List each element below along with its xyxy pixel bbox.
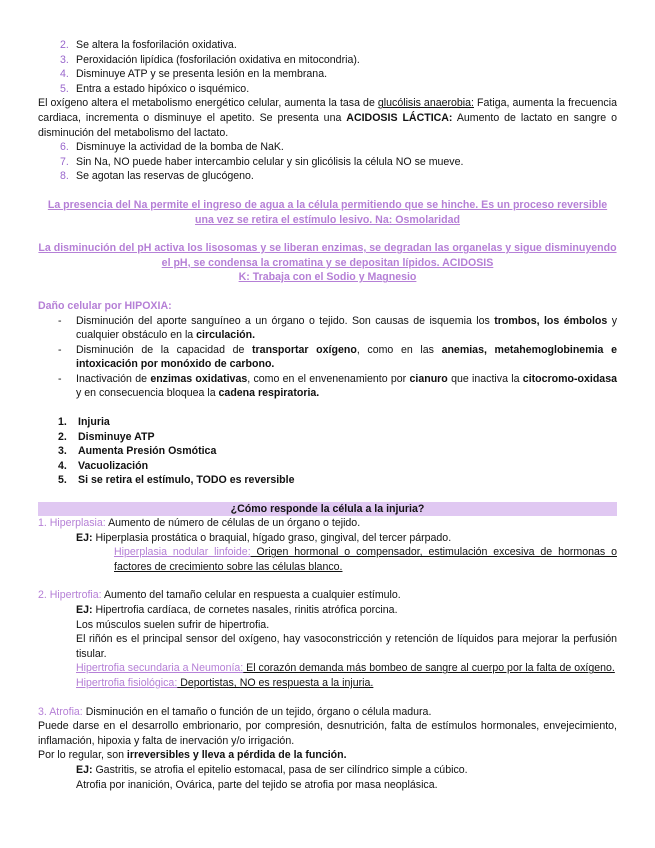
list-item: 5. Entra a estado hipóxico o isquémico. <box>60 82 250 95</box>
hipertrofia-section: 2. Hipertrofia: Aumento del tamaño celular en respuesta a cualquier estímulo. EJ: Hipertrofia cardíaca, de cornetes nasales, rinitis atrófica porcina. Los músculos suelen sufrir de hipertrofia. El riñón es el principal sensor del oxígeno, hay vasoconstricción y retención de líquidos para mejorar la perfusión tisular. Hipertrofia secundaria a Neumonía: El corazón demanda más bombeo de sangre al cuerpo por la falta de oxígeno. Hipertrofia fisiológica: Deportistas, NO es respuesta a la injuria. <box>38 589 617 689</box>
list-item: - Disminución de la capacidad de transportar oxígeno, como en las anemias, metahemoglobinemia e intoxicación por monóxido de carbono. <box>38 343 617 372</box>
list-item: 2. Disminuye ATP <box>58 430 155 443</box>
list-item: 3. Aumenta Presión Osmótica <box>58 445 217 458</box>
section-banner: ¿Cómo responde la célula a la injuria? <box>38 502 617 516</box>
paragraph-oxigeno: El oxígeno altera el metabolismo energético celular, aumenta la tasa de glucólisis anaerobia: Fatiga, aumenta la frecuencia cardiaca, incrementa o disminuye el apetito. Se presenta una ACIDOSIS LÁCTICA: Aumento de lactato en sangre o disminución del metabolismo del lactato. <box>38 97 617 139</box>
list-item: 4. Vacuolización <box>58 459 149 472</box>
list-item: 2. Se altera la fosforilación oxidativa. <box>60 39 237 51</box>
list-item: 8. Se agotan las reservas de glucógeno. <box>60 170 254 183</box>
hiperplasia-title: 1. Hiperplasia: <box>38 517 106 530</box>
hiperplasia-section: 1. Hiperplasia: Aumento de número de células de un órgano o tejido. EJ: Hiperplasia prostática o braquial, hígado graso, gingival, del tercer párpado. Hiperplasia nodular linfoide: Origen hormonal o compensador, estimulación excesiva de hormonas o factores de crecimiento sobre las células blanco. <box>38 517 617 573</box>
atrofia-title: 3. Atrofia: <box>38 705 83 718</box>
atrofia-section: 3. Atrofia: Disminución en el tamaño o función de un tejido, órgano o célula madura. Puede darse en el desarrollo embrionario, por compresión, desnutrición, falta de estímulos hormonales, envejecimiento, inflamación, hipoxia y falta de inervación y/o irrigación. Por lo regular, son irreversibles y lleva a pérdida de la función. EJ: Gastritis, se atrofia el epitelio estomacal, pasa de ser cilíndrico simple a cúbico. Atrofia por inanición, Ovárica, parte del tejido se atrofia por masa neoplásica. <box>38 705 617 791</box>
list-item: 5. Si se retira el estímulo, TODO es reversible <box>58 474 295 487</box>
list-item: 4. Disminuye ATP y se presenta lesión en la membrana. <box>60 68 328 81</box>
hipoxia-heading: Daño celular por HIPOXIA: <box>38 299 172 312</box>
note-potasio: K: Trabaja con el Sodio y Magnesio <box>238 271 417 284</box>
hipertrofia-title: 2. Hipertrofia: <box>38 589 102 602</box>
list-item: - Disminución del aporte sanguíneo a un órgano o tejido. Son causas de isquemia los trombos, los émbolos y cualquier obstáculo en la circulación. <box>38 314 617 343</box>
numbered-list-mid <box>38 140 617 184</box>
note-sodio: La presencia del Na permite el ingreso de agua a la célula permitiendo que se hinche. Es un proceso reversible una vez se retira el estímulo lesivo. Na: Osmolaridad <box>47 198 608 226</box>
list-item: 6. Disminuye la actividad de la bomba de NaK. <box>60 141 284 154</box>
numbered-list-top <box>38 38 617 96</box>
list-item: 7. Sin Na, NO puede haber intercambio celular y sin glicólisis la célula NO se mueve. <box>60 155 464 168</box>
note-ph: La disminución del pH activa los lisosomas y se liberan enzimas, se degradan las organelas y sigue disminuyendo el pH, se condensa la cromatina y se depositan lípidos. ACIDOSIS <box>38 242 617 269</box>
list-item: - Inactivación de enzimas oxidativas, como en el envenenamiento por cianuro que inactiva la citocromo-oxidasa y en consecuencia bloquea la cadena respiratoria. <box>38 372 617 401</box>
hipoxia-list <box>38 314 617 402</box>
numbered-list-bold <box>38 415 617 488</box>
list-item: 3. Peroxidación lipídica (fosforilación oxidativa en mitocondria). <box>60 53 360 66</box>
list-item: 1. Injuria <box>58 416 110 429</box>
